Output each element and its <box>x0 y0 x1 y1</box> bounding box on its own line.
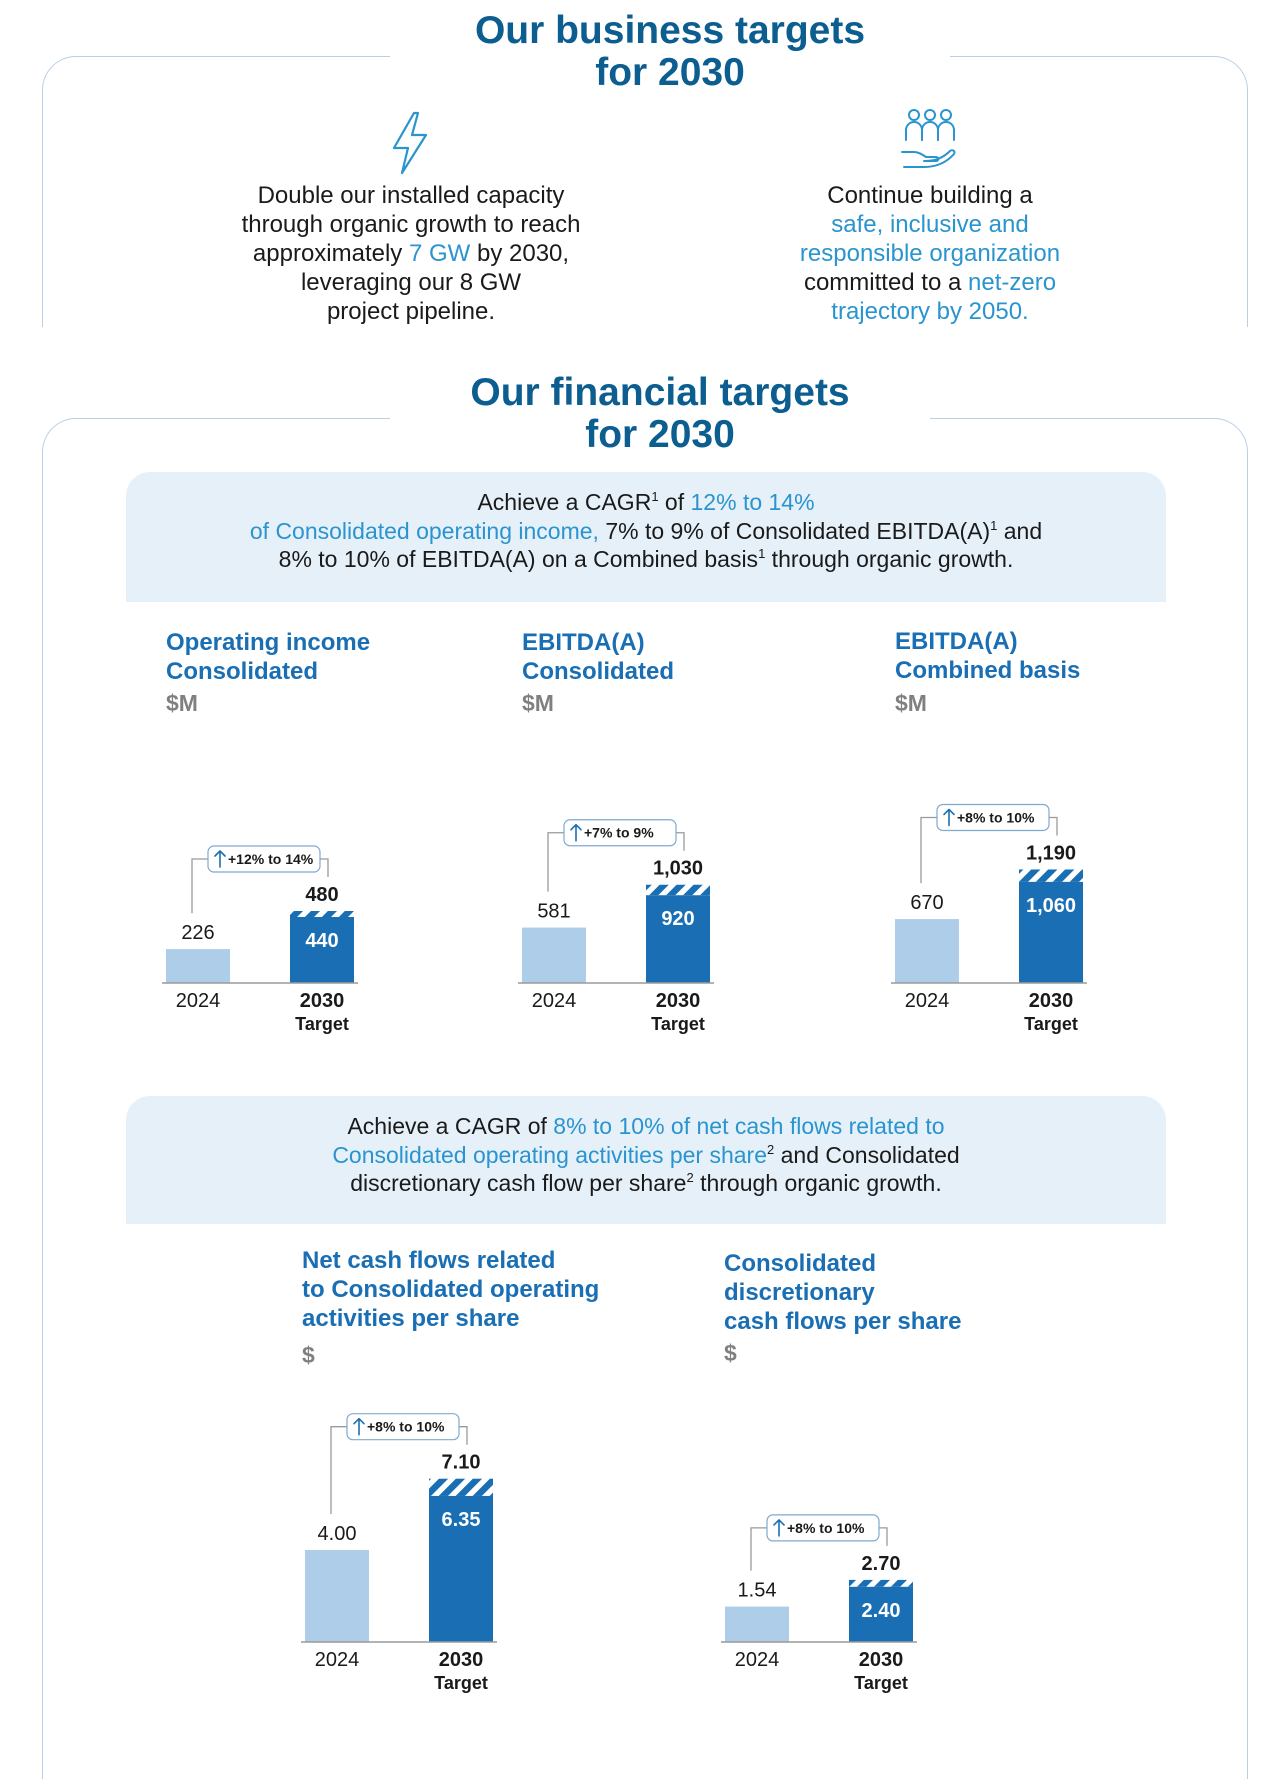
chart4-title-line2: to Consolidated operating <box>302 1276 600 1303</box>
band2-footnote: 2 <box>686 1170 694 1185</box>
chart1-category-2030: 2030 <box>299 990 345 1012</box>
chart1-bar-2024 <box>166 949 230 983</box>
chart5-bracket-left <box>751 1528 767 1571</box>
chart4-bar-2024 <box>305 1550 369 1642</box>
chart3-label-2030-high: 1,190 <box>1025 842 1077 865</box>
chart3-unit: $M <box>895 690 927 716</box>
goal2-highlight: net-zero <box>968 269 1057 296</box>
band2-footnote: 2 <box>767 1141 775 1157</box>
goal1-line1: Double our installed capacity <box>257 182 565 209</box>
chart5-label-2030-high: 2.70 <box>861 1552 901 1575</box>
chart3-title-line2: Combined basis <box>895 657 1081 684</box>
goal1-text: approximately <box>252 240 409 267</box>
chart4-label-2030-high: 7.10 <box>441 1451 481 1474</box>
chart1-title-line1: Operating income <box>166 629 371 656</box>
chart2-growth-label: +7% to 9% <box>584 824 654 841</box>
chart4-bar-2030-high <box>429 1479 493 1496</box>
chart3-growth-label: +8% to 10% <box>957 809 1035 826</box>
chart4-category-2030: 2030 <box>438 1649 484 1671</box>
band1-highlight: of Consolidated operating income, <box>249 517 599 544</box>
band1-text: 8% to 10% of EBITDA(A) on a Combined basis <box>278 546 759 572</box>
chart5-bar-2024 <box>725 1607 789 1642</box>
chart4-bracket-right <box>459 1427 467 1445</box>
chart5-bar-2030-high <box>849 1580 913 1587</box>
chart2-label-2030-low: 920 <box>661 908 695 931</box>
chart1-growth-label: +12% to 14% <box>228 851 314 867</box>
chart4-label-2024: 4.00 <box>317 1523 357 1545</box>
chart5-label-2030-low: 2.40 <box>861 1599 901 1622</box>
chart3-label-2024: 670 <box>910 892 944 915</box>
band2-highlight: Consolidated operating activities per share <box>332 1141 768 1168</box>
chart2-bracket-left <box>548 833 564 892</box>
chart3-bracket-left <box>921 817 937 883</box>
chart4-category-2030-sub: Target <box>434 1673 488 1693</box>
chart3-bar-2024 <box>895 919 959 983</box>
business-title-line2: for 2030 <box>595 51 745 94</box>
chart3-category-2030: 2030 <box>1028 990 1074 1012</box>
chart5-title-line3: cash flows per share <box>724 1308 962 1335</box>
chart1-bracket-left <box>192 859 208 913</box>
chart1-title-line2: Consolidated <box>166 658 319 685</box>
chart5-category-2030-sub: Target <box>854 1673 908 1693</box>
chart4-title-line1: Net cash flows related <box>302 1247 556 1274</box>
band1-text: and <box>997 517 1043 544</box>
goal2-text: committed to a <box>803 269 968 296</box>
chart1-bracket-right <box>320 859 328 877</box>
chart2-category-2030: 2030 <box>655 990 701 1012</box>
chart5-title-line2: discretionary <box>724 1279 875 1306</box>
chart3-bar-2030-high <box>1019 869 1083 881</box>
chart2-bar-2030-high <box>646 885 710 895</box>
goal2-line2: safe, inclusive and <box>831 211 1029 238</box>
chart1-category-2024: 2024 <box>175 990 221 1012</box>
goal2-line3: responsible organization <box>799 240 1061 267</box>
chart5-category-2024: 2024 <box>734 1649 780 1671</box>
chart4-unit: $ <box>302 1342 315 1368</box>
chart1-bar-2030-high <box>290 911 354 917</box>
chart2-title-line2: Consolidated <box>522 658 675 685</box>
chart1-category-2030-sub: Target <box>295 1014 349 1034</box>
chart3-category-2024: 2024 <box>904 990 950 1012</box>
band2-highlight: 8% to 10% of net cash flows related to <box>553 1113 945 1139</box>
band1-text: through organic growth. <box>765 546 1014 572</box>
chart2-category-2030-sub: Target <box>651 1014 705 1034</box>
chart2-bracket-right <box>676 833 684 851</box>
band2-text: discretionary cash flow per share <box>350 1170 687 1196</box>
chart5-growth-label: +8% to 10% <box>787 1519 865 1536</box>
chart5-label-2024: 1.54 <box>737 1579 777 1602</box>
band1-text: Achieve a CAGR <box>477 489 652 515</box>
business-title-line1: Our business targets <box>474 9 866 52</box>
band1-footnote: 1 <box>651 489 659 504</box>
band1-text: of <box>658 489 691 515</box>
chart1-label-2024: 226 <box>181 922 215 945</box>
chart2-title-line1: EBITDA(A) <box>522 629 645 656</box>
chart5-category-2030: 2030 <box>858 1649 904 1671</box>
chart4-growth-label: +8% to 10% <box>367 1418 445 1435</box>
goal1-line2: through organic growth to reach <box>241 211 581 238</box>
chart4-title-line3: activities per share <box>302 1305 520 1332</box>
goal1-text: by 2030, <box>470 240 570 267</box>
chart4-label-2030-low: 6.35 <box>441 1508 481 1531</box>
band1-text: 7% to 9% of Consolidated EBITDA(A) <box>598 517 991 544</box>
chart2-label-2030-high: 1,030 <box>652 857 704 880</box>
chart2-unit: $M <box>522 690 554 716</box>
chart4-category-2024: 2024 <box>314 1649 360 1671</box>
goal1-line4: leveraging our 8 GW <box>300 269 522 296</box>
chart3-title-line1: EBITDA(A) <box>895 628 1018 655</box>
chart2-category-2024: 2024 <box>531 990 577 1012</box>
chart1-unit: $M <box>166 690 198 716</box>
financial-title-line1: Our financial targets <box>470 371 850 414</box>
band1-highlight: 12% to 14% <box>690 489 815 515</box>
goal2-line1: Continue building a <box>827 182 1033 209</box>
band1-footnote: 1 <box>758 546 766 561</box>
chart2-bar-2024 <box>522 928 586 983</box>
chart1-label-2030-low: 440 <box>305 930 339 952</box>
goal2-line5: trajectory by 2050. <box>831 298 1029 325</box>
band2-text: and Consolidated <box>774 1141 960 1168</box>
chart3-label-2030-low: 1,060 <box>1025 894 1077 917</box>
chart1-label-2030-high: 480 <box>305 884 339 906</box>
goal1-highlight: 7 GW <box>408 240 471 267</box>
chart2-label-2024: 581 <box>537 900 571 923</box>
chart3-category-2030-sub: Target <box>1024 1014 1078 1034</box>
band1-footnote: 1 <box>990 517 998 533</box>
financial-title-line2: for 2030 <box>585 413 735 456</box>
band2-text: through organic growth. <box>693 1170 942 1196</box>
goal1-line5: project pipeline. <box>326 298 496 325</box>
chart4-bracket-left <box>331 1427 347 1514</box>
chart5-unit: $ <box>724 1340 737 1366</box>
chart5-title-line1: Consolidated <box>724 1250 877 1277</box>
chart3-bracket-right <box>1049 817 1057 835</box>
chart5-bracket-right <box>879 1528 887 1546</box>
band2-text: Achieve a CAGR of <box>347 1113 554 1139</box>
